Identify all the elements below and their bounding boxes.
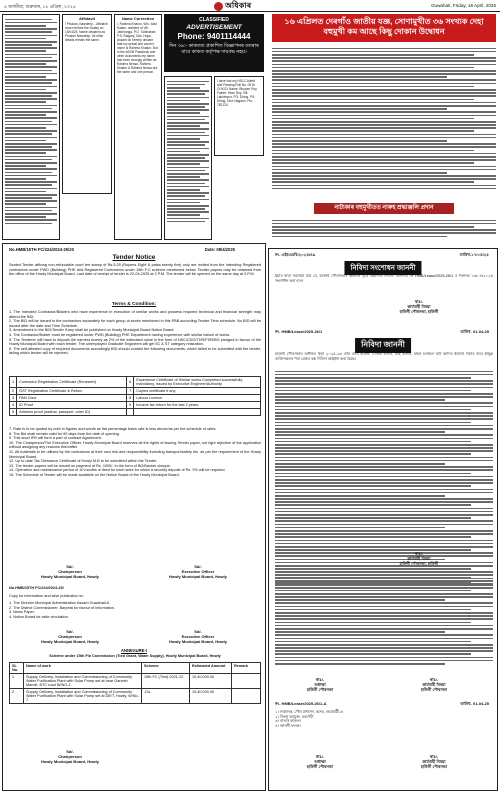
- lost-notice-body: I have lost my HSLC Admit and Passing Roll No. 0916 CHX/21 Name: Bhupen Roy. Father: Moni Roy. Vill: Lakhimpur. PO: Dhing. PS: Dhing. Dist: Nagaon. Pin: 782124: [217, 79, 258, 107]
- term-item: 11. All materials to be utilized by the contractors at their own risk and responsibility including transport/safety etc. as per the requirement of the Howly Municipal Board.: [9, 449, 261, 459]
- term-item: 5. The Tenderer will have to deposit the earnest money as 2% of the estimated value in the form of NSC/CDO/TDR/FDR/BG pledged in favour of the Howly Municipal Board with each tender. The unemployed Graduate Engineers will get 5C & ST category relaxation.: [9, 337, 261, 347]
- list-item: ১। সঞ্চালক, পৌৰ প্ৰশাসন, অসম, গুৱাহাটী-৬: [275, 710, 343, 714]
- notice-number: নং- এইচএমবি/২০২৪/৪৯: [275, 252, 316, 257]
- term-item: 14. Operation and maintenance period of 10 months is fixed for each work for which a security deposit of Rs. 2% will be required.: [9, 468, 226, 473]
- notice-date-2: তাৰিখ- 01-04-25: [460, 329, 489, 334]
- term-item: 2. The BID will be issued to the contractors separately for each group of works mentioned in this PBB according Tender Time schedule. No BID will be issued after the date and Time Schedule.: [9, 319, 261, 328]
- news-article-text-2: [272, 218, 496, 244]
- affidavit-body: I Phukan, Nawdeep... Affidavit sworn before the Notary on 15/04/25. Name declared as Phukan Nawdeep. All other details remain the same.: [65, 21, 108, 42]
- table-row: 5 Address proof (aadhar, passport, voter ID): [10, 409, 261, 416]
- signature-executive-officer: Sd/- Executive Officer Howly Municipal Board, Howly: [168, 564, 227, 579]
- notice-detail-text: [275, 369, 493, 549]
- term-item: 1. The Intended Contractor/Bidders who have experience in execution of similar works and possess required technical and financial strength may attend the BID.: [9, 310, 261, 319]
- terms-title: Terms & Condition:: [111, 302, 157, 307]
- signature-chairperson-2: Sd/- Chairperson Howly Municipal Board, Howly: [40, 629, 99, 644]
- list-item: 2. The District Commissioner, Barpeta for favour of information.: [9, 605, 116, 610]
- notice-banner-2: নিবিদা জাননী: [355, 338, 411, 353]
- left-news-column: [2, 14, 60, 240]
- table-row: 3 PAN Card 8 Labour Licence: [10, 395, 261, 402]
- page-date-right: Guwahati, Friday, 18 April, 2025: [430, 3, 496, 8]
- term-item: 3. Amendment in the BID/Tender if any shall be published on Howly Municipal Board Notice Board.: [9, 328, 175, 333]
- name-correction-body: I, Rahima Khatun, W/o. Abul Kalam, resident of Vill- Jarbhanga, P.O. Tolbhabari, P.S. Raiganj, Dist. Hojai, Assam do hereby declare that my actual and correct name is Rahima Khatun, But in the ADVB Passbook and other documents my name has been wrongly written as Rahima Nessa. Rahima Khatun & Rahima Nessa are the same and one person.: [117, 21, 158, 74]
- table-row: 2 GST Registration Certificate & Return 7 Copies certificate if any: [10, 388, 261, 395]
- list-item: 3. News Paper.: [9, 610, 35, 615]
- classified-label: ADVERTISEMENT: [186, 24, 242, 31]
- table-row: 4 ID Proof 9 Income tax return for the last 2 years.: [10, 402, 261, 409]
- signature-chairperson-3: Sd/- Chairperson Howly Municipal Board, Howly: [40, 749, 99, 764]
- tender-notice: [2, 243, 266, 791]
- classified-title: CLASSIFIED: [199, 17, 229, 23]
- classified-phone: Phone: 9401114444: [177, 32, 251, 41]
- tender-intro: Sealed Tender affixing non-refundable court fee stamp of Rs.5.25 (Rupees Eight & paisa twenty five) only are invited from the Intending Registered contractors under PWD (Building) PHE and Registered Contractors under 15th F.C scheme mentioned below. Tender papers may be obtained from the office of the Howly Municipal Board. Last date of receipt of tender is 22-04-2025 at 2 P.M. The tender will be opened on the same day at 3 P.M.: [9, 263, 261, 277]
- list-item: ২। জিলা আয়ুক্ত, বৰপেটা: [275, 714, 314, 719]
- signature-chairperson: Sd/- Chairperson Howly Municipal Board, Howly: [40, 564, 99, 579]
- list-item: 1. The Director Municipal Administration Assam Guwahati-6.: [9, 601, 111, 605]
- term-item: 10. The Chairperson/The Executive Officer, Howly Municipal Board reserves all the rights of issuing Tender paper, out right rejection of the application without assigning any reasons thereafter.: [9, 440, 261, 450]
- notice-body: ইয়াৰ দ্বাৰা জনোৱা যায় যে, হাউলী পৌৰসভাৰ অন্তৰ্গত পূৰ্বে প্ৰকাশিত নিবিদা জাননীৰ নং HMB/Lease/2025-26/1 ৰ দিনাংক ১৬/০৪/২০২৫ সংশোধন কৰা হ'ল।: [275, 274, 493, 283]
- masthead: [0, 0, 500, 12]
- notice-copy-list: [275, 710, 493, 728]
- notice-date-3: তাৰিখ- 01-04-25: [460, 701, 489, 706]
- notice-signature-right-2: স্বাঃ/- কাৰ্যবাহী বিষয়া হাউলী পৌৰসভা: [420, 754, 448, 769]
- affidavit-title: Affidavit: [79, 16, 95, 21]
- news-subheadline: নাট্যকাৰ বহুমুখীতত নাৰুহ শ্ৰদ্ধাঞ্জলি প্ৰদান: [314, 203, 454, 214]
- notice-signature: স্বাঃ/- কাৰ্যবাহী বিষয়া হাউলী পৌৰসভা, হাউলী: [399, 299, 439, 314]
- tender-date: Date: 08/4/2025: [204, 247, 235, 252]
- terms-list: [9, 310, 261, 374]
- more-terms-list: [9, 427, 261, 555]
- requirements-table: [9, 376, 261, 416]
- tender-title: Tender Notice: [112, 254, 156, 261]
- copy-to-list: [9, 601, 261, 619]
- term-item: 15. The Schedule of Tender will be made available on the Notice Board of the Howly Municipal Board.: [9, 472, 180, 477]
- term-item: 9. This short IFB will form a part of contract Agreement.: [9, 436, 102, 441]
- newspaper-logo: অধিকাৰ: [214, 0, 251, 13]
- signature-executive-officer-2: Sd/- Executive Officer Howly Municipal Board, Howly: [168, 629, 227, 644]
- term-item: 8. The Bid shall remain valid for 90 days from the date of opening.: [9, 431, 120, 436]
- term-item: 4. The Contractor/Bidder must be registered under PWD (Building) PHE Department having experience with similar nature of works.: [9, 332, 231, 337]
- tender-number: No.HMB/15TH FC/224/2024-25/20: [9, 247, 74, 252]
- list-item: 4. Notice Board for wide circulation.: [9, 614, 69, 619]
- table-row: 1 Contractor Registration Certificate (Renewed) 6 Experience Certificate of Similar works Completed successfully, mandatory, issued by Executive Engineer/Authority: [10, 377, 261, 388]
- classified-ad-box: [164, 14, 264, 72]
- term-item: 6. The self-attested copy of required documents accordingly BID should contain the following documents, which failed to be submitted with the tender, failing which tender will be rejected.: [9, 346, 261, 356]
- mid-news-column: [164, 76, 212, 240]
- name-correction-title: Name Correction: [121, 16, 155, 21]
- table-header-row: SL No. Name of work Scheme Estimated Amount Remark: [10, 663, 261, 674]
- notice-signature-right: স্বাঃ/- কাৰ্যবাহী বিষয়া হাউলী পৌৰসভা: [420, 677, 448, 692]
- notice-memo-2: নং- HMB/Lease/2025-26/1: [275, 329, 323, 334]
- notice-banner: নিবিদা সংশোধন জাননী: [344, 261, 421, 275]
- lost-notice: [214, 76, 264, 156]
- affidavit-notice: [62, 14, 112, 194]
- term-item: 7. Rate is to be quoted by both in figures and words as flat percentage basis rate is less above/as per the schedule of rates.: [9, 427, 217, 431]
- notice-body-2: হাউলী পৌৰসভাৰ অধীনত থকা ২০২৫-২৬ বৰ্ষৰ বাবে হাউলী দৈনিক বজাৰ, মাছ বজাৰ, বাহন চলাচল ঘাট আদিৰ ইজাৰা দিয়াৰ বাবে ইচ্ছুক ব্যক্তিসকলৰ পৰা মোহৰ বন্ধ নিবিদা আহ্বান কৰা হৈছে।: [275, 352, 493, 361]
- copy-to-label: Copy for information and wise publication to-: [9, 594, 84, 598]
- annexure-subtitle: Scheme under 15th Fin Commission (Tied Grant, Water Supply), Howly Municipal Board, Howly: [49, 654, 221, 658]
- news-article-text: [272, 46, 496, 200]
- notice-signature-left-2: স্বাঃ/- অধ্যক্ষা হাউলী পৌৰসভা: [306, 754, 334, 769]
- list-item: ৪। জাননী ফলক।: [275, 723, 301, 728]
- term-item: 12. Up to date Tax Clearance Certificate of Howly M.B to be submitted within the Tender.: [9, 459, 158, 464]
- page-date-left: ৪ অসমীয়া, শুক্ৰবাৰ, ১৮ এপ্ৰিল, ২০২৫: [4, 4, 76, 9]
- classified-note: দিন ৩৯:- কাকতত প্ৰকাশিত বিজ্ঞাপনৰ বতৰাৰ বাবে কাকত কৰ্তৃপক্ষ দায়বদ্ধ নহয়।: [169, 43, 259, 55]
- notice-detail-text-2: [275, 569, 493, 669]
- news-headline: ১৬ এপ্ৰিলত দেৰগাঁও জাতীয় যজ্ঞ, সোণামুখীত ৩৬ সংখ্যক দেহা বহুমুখী কম আছে কিছু দোকান উদ্বোধন: [272, 14, 496, 42]
- table-row: 2 Supply, Delivery, Installation and Commissioning of Community Water Purification Plant with Solar Pump set at DIET, Howly, W/No-7. -Do- 10,40,000.00: [10, 689, 261, 704]
- annexure-title: ANNEXURE-I: [120, 648, 148, 653]
- memo-number: No.HMB/15TH FC/224/2024-25/: [9, 586, 64, 590]
- notice-signature-left: স্বাঃ/- অধ্যক্ষা হাউলী পৌৰসভা: [306, 677, 334, 692]
- schedule-table: [9, 662, 261, 704]
- notice-signature-2: স্বাঃ/- কাৰ্যবাহী বিষয়া হাউলী পৌৰসভা, হাউলী: [399, 551, 439, 566]
- list-item: ৩। বাতৰি কাকত।: [275, 719, 301, 724]
- table-row: 1 Supply, Delivery, Installation and Commissioning of Community Water Purification Plant with Solar Pump set at near Ganesh Mandir, BTC road W/NO-2. 15th FC (Tied) 2021-22 10,40,000.00: [10, 674, 261, 689]
- name-correction-notice: [114, 14, 162, 240]
- logo-icon: [214, 2, 223, 11]
- notice-memo-3: নং- HMB/Lease/2025-26/1-A: [275, 701, 327, 706]
- term-item: 13. The tender papers will be issued on payment of Rs. 1000/- in the form of BD/Banker cheque.: [9, 463, 171, 468]
- assamese-tender-notice: [268, 248, 498, 791]
- notice-date: তাৰিখ-১৭/০৪/২৫: [459, 252, 489, 257]
